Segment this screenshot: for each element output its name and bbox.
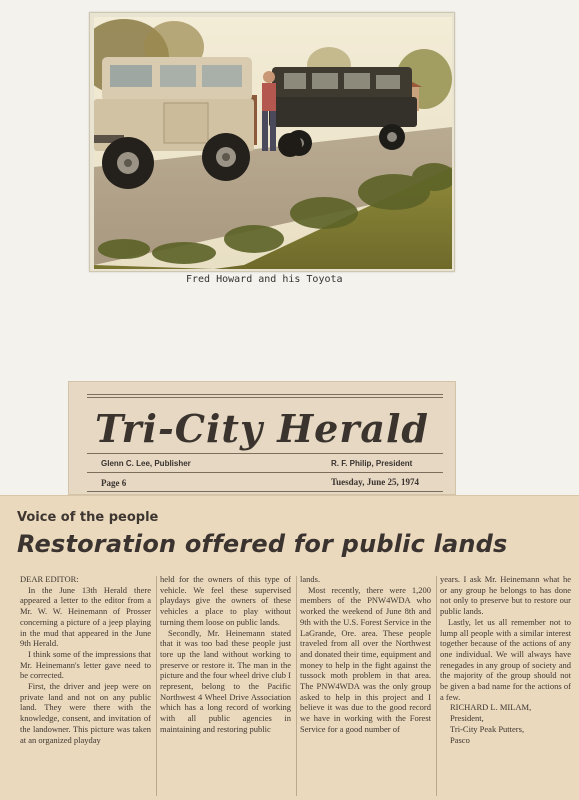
paragraph: Secondly, Mr. Heinemann stated that it was too bad these people just tore up the land without working to preserve or restore it. The man in the picture and the four wheel drive club I represent, belong to the Pacific Northwest 4 Wheel Drive Association which has a long record of working with all public agencies in maintaining and restoring public <box>160 627 291 734</box>
photo-image <box>94 17 452 269</box>
paragraph: Lastly, let us all remember not to lump all people with a similar interest together because of the actions of any one individual. We will always have renegades in any group of society and the majority of the group should not be given a bad name for the actions of a few. <box>440 616 571 702</box>
newspaper-masthead <box>68 381 456 495</box>
article-body <box>20 574 572 800</box>
signature-name: RICHARD L. MILAM, <box>450 702 532 713</box>
photo-caption: Fred Howard and his Toyota <box>186 274 343 285</box>
signature-city: Pasco <box>450 734 470 745</box>
paragraph: lands. <box>300 574 321 584</box>
paragraph: I think some of the impressions that Mr. Heinemann's letter gave need to be corrected. <box>20 648 151 681</box>
column-divider <box>156 576 157 796</box>
column-divider <box>436 576 437 796</box>
column-divider <box>296 576 297 796</box>
salutation: DEAR EDITOR: <box>20 574 79 584</box>
article-column-1 <box>20 574 151 745</box>
masthead-lower-rule <box>87 472 443 473</box>
article-column-2 <box>160 574 291 735</box>
article-headline: Restoration offered for public lands <box>17 530 508 558</box>
paragraph: In the June 13th Herald there appeared a letter to the editor from a Mr. W. W. Heinemann of Prosser concerning a picture of a jeep playing in the mud that appeared in the June 9th Herald. <box>20 584 151 649</box>
section-heading: Voice of the people <box>17 510 159 525</box>
letter-to-editor-clipping <box>0 495 579 800</box>
article-column-3 <box>300 574 431 735</box>
newspaper-name: Tri-City Herald <box>94 406 429 451</box>
signature-title: President, <box>450 713 484 724</box>
paragraph: Most recently, there were 1,200 members of the PNW4WDA who worked the weekend of June 8th and 9th with the U.S. Forest Service in the LaGrande, Ore. area. These people traveled from all over the Northwest and donated their time, equipment and money to help in the fight against the tussock moth problem in that area. The PNW4WDA was the only group asked to help in this project and I believe it was due to the good record we have in working with the Forest Service for a good number of <box>300 584 431 734</box>
issue-date: Tuesday, June 25, 1974 <box>331 477 419 487</box>
signature-organization: Tri-City Peak Putters, <box>450 723 525 734</box>
page-number: Page 6 <box>101 478 127 488</box>
masthead-top-rule-thin <box>87 397 443 398</box>
paragraph: First, the driver and jeep were on private land and not on any public land. They were there with the knowledge, consent, and invitation of the landowner. This picture was taken at an organized playday <box>20 681 151 745</box>
paragraph: held for the owners of this type of vehicle. We feel these supervised playdays give the owners of these vehicles a place to play without turning them loose on public lands. <box>160 574 291 627</box>
president-line: R. F. Philip, President <box>331 459 413 468</box>
article-column-4 <box>440 574 571 745</box>
publisher-line: Glenn C. Lee, Publisher <box>101 459 191 468</box>
masthead-bottom-rule <box>87 491 443 492</box>
paragraph: years. I ask Mr. Heinemann what he or any group he belongs to has done not only to preserve but to restore our public lands. <box>440 574 571 617</box>
masthead-mid-rule <box>87 453 443 454</box>
masthead-top-rule <box>87 394 443 395</box>
vehicle-photo <box>89 12 455 272</box>
